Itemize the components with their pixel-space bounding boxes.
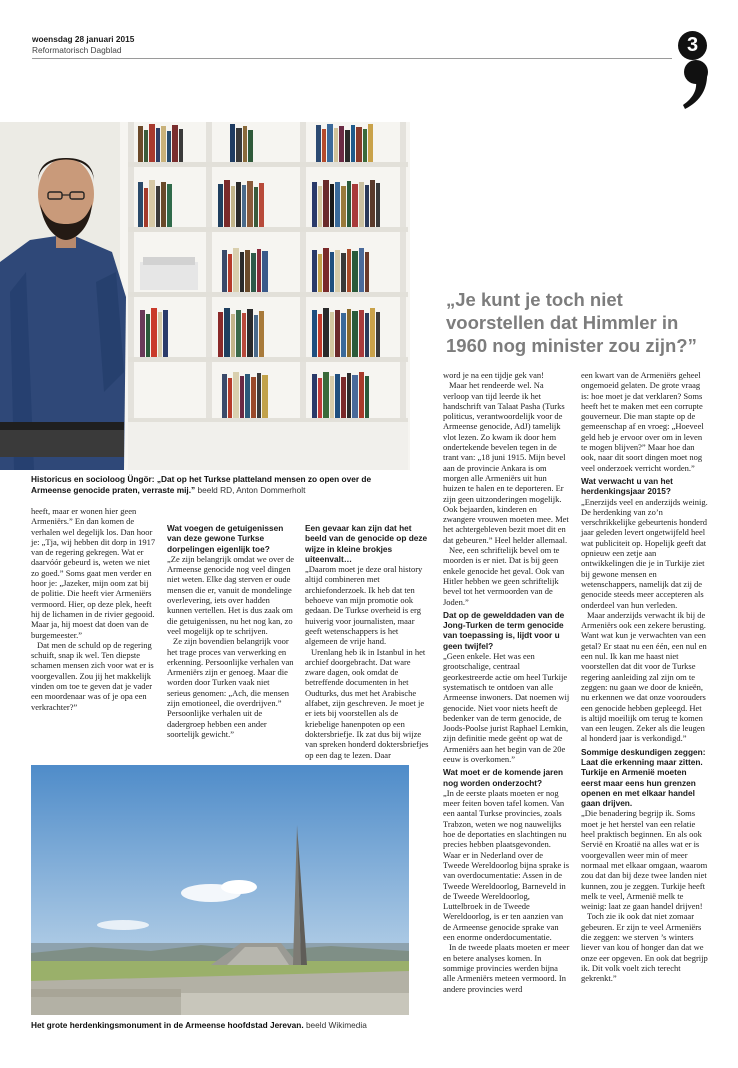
article-column-1 xyxy=(31,506,158,712)
paragraph: Dat men de schuld op de regering schuift, snap ik wel. Ten diepste schamen mensen zich voor wat er is voorgevallen. Zou jij het makkelijk vinden om toe te geven dat je vader een moordenaar was of je opa een verkrachter?” xyxy=(31,639,154,712)
paragraph: een kwart van de Armeniërs geheel ongemoeid gelaten. De grote vraag is: hoe moet je dat verklaren? Soms heeft het te maken met een corrupte gouverneur. Die man stapte op de gemeenschap af en vroeg: „Hoeveel geld heb je ervoor over om in leven te mogen blijven?” Maar hoe dan ook, naar dit soort dingen moet nog veel onderzoek verricht worden.” xyxy=(581,370,704,473)
interview-question: Een gevaar kan zijn dat het beeld van de genocide op deze wijze in kleine brokjes uiteenvalt… xyxy=(305,523,428,564)
monument-caption xyxy=(31,1020,409,1031)
paragraph: „Daarom moet je deze oral history altijd combineren met archiefonderzoek. Ik heb dat ten behoeve van mijn promotie ook gedaan. De Turkse overheid is erg huiverig voor journalisten, maar geeft wetenschappers is het algemeen de vrije hand. xyxy=(305,564,423,647)
portrait-photo-illustration xyxy=(0,122,410,470)
interview-question: Dat op de gewelddaden van de Jong-Turken de term genocide van toepassing is, lijdt voor u geen twijfel? xyxy=(443,609,565,651)
interview-question: Sommige deskundigen zeggen: Laat die erkenning maar zitten. Turkije en Armenië moeten eerst maar eens hun grenzen openen en met elkaar handel gaan drijven. xyxy=(581,746,706,809)
monument-caption-text: Het grote herdenkingsmonument in de Armeense hoofdstad Jerevan. xyxy=(31,1020,304,1030)
paragraph: Maar het rendeerde wel. Na verloop van tijd leerde ik het handschrift van Talaat Pasha (Turks politicus, verantwoordelijk voor de Armeense genocide, AdJ) tamelijk vlot lezen. Zo kwam ik door hem ondertekende bevelen tegen in de trant van: „18 juni 1915. Mijn bevel aan de provincie Ankara is om morgen alle Armeniërs uit hun huizen te halen en te deporteren. Er zijn geen uitzonderingen mogelijk. Ook bejaarden, kinderen en zwangere vrouwen moeten mee. Met het achtergebleven bezit moet dit en dat gebeuren.” Heel helder allemaal. xyxy=(443,380,569,545)
portrait-caption-credit: beeld RD, Anton Dommerholt xyxy=(197,484,306,495)
monument-photo-illustration xyxy=(31,765,409,1015)
paragraph: Nee, een schriftelijk bevel om te moorden is er niet. Dat is bij geen enkele genocide het geval. Ook van Hitler hebben we geen schriftelijk bevel tot het vermoorden van de Joden.” xyxy=(443,545,565,607)
publication-date: woensdag 28 januari 2015 xyxy=(32,34,135,44)
newspaper-name: Reformatorisch Dagblad xyxy=(32,45,122,55)
article-column-3 xyxy=(305,523,432,760)
paragraph: In de tweede plaats moeten er meer en betere analyses komen. In sommige provincies werden bijna alle Armeniërs meteen vermoord. In andere provincies werd xyxy=(443,942,570,994)
paragraph: „In de eerste plaats moeten er nog meer feiten boven tafel komen. Van een aantal Turkse provincies, zoals Trabzon, weten we nog nauwelijks hoe de deportaties en slachtingen nu precies hebben plaatsgevonden. Waar er in Nederland over de Tweede Wereldoorlog bijna sprake is van overdocumentatie: Assen in de Tweede Wereldoorlog, Barneveld in de Tweede Wereldoorlog, Luttelbroek in de Tweede Wereldoorlog, is er ten aanzien van de Armeense genocide sprake van een enorme onderdocumentatie. xyxy=(443,787,570,943)
article-column-5 xyxy=(581,370,708,984)
pull-quote: „Je kunt je toch niet voorstellen dat Himmler in 1960 nog minister zou zijn?” xyxy=(446,289,697,356)
paragraph: „Enerzijds veel en anderzijds weinig. De herdenking van zo’n verschrikkelijke gebeurtenis honderd jaar geleden levert ongetwijfeld heel wat publiciteit op. Hopelijk geeft dat opnieuw een zetje aan ontwikkelingen die je in Turkije ziet bij gewone mensen en wetenschappers, namelijk dat zij de genocide steeds meer accepteren als onderdeel van hun verleden. xyxy=(581,496,708,610)
comma-ornament-icon xyxy=(681,60,711,110)
paragraph: „Ze zijn belangrijk omdat we over de Armeense genocide nog veel dingen niet weten. Elke dag sterven er oude mensen die er, vanuit de mondelinge overlevering, iets over hadden kunnen vertellen. Het is dus zaak om die getuigenissen, nu het nog kan, zo veel mogelijk op te schrijven. xyxy=(167,553,294,636)
paragraph: heeft, maar er wonen hier geen Armeniërs.” En dan komen de verhalen wel degelijk los. Dan hoor je: „Tja, wij hebben dit dorp in 1917 van de regering gekregen. Wat er daarvóór gebeurd is, weten we niet zo goed.” Soms gaat men verder en hoor je: „Jazeker, mijn oom zat bij de politie. Die heeft vier Armeniërs vermoord. Hier, op deze plek, heeft hij de lichamen in de rivier gegooid. Maar ja, hij moest dat doen van de burgemeester.” xyxy=(31,506,156,640)
paragraph: Urenlang heb ik in Istanbul in het archief doorgebracht. Dat ware zware dagen, ook omdat de betreffende documenten in het Oudturks, dus met het Arabische alfabet, zijn geschreven. Je moet je er iets bij voorstellen als de kriebelige hanenpoten op een doktersbriefje. Ik zat dus bij wijze van spreken honderd doktersbriefjes op een dag te lezen. Daar xyxy=(305,646,429,760)
paragraph: word je na een tijdje gek van! xyxy=(443,370,545,380)
interview-question: Wat verwacht u van het herdenkingsjaar 2015? xyxy=(581,475,673,497)
portrait-caption xyxy=(31,474,409,495)
paragraph: „Die benadering begrijp ik. Soms moet je het herstel van een relatie heel praktisch beginnen. En als ook Servië en Kroatië na alles wat er is voorgevallen weer min of meer normaal met elkaar omgaan, waarom zou dat dan bij deze twee landen niet kunnen, zou je zeggen. Turkije heeft melk te veel, Armenië melk te weinig: laat ze gaan handel drijven! xyxy=(581,808,708,912)
paragraph: Ze zijn bovendien belangrijk voor het trage proces van verwerking en erkenning. Persoonlijke verhalen van Armeniërs zijn er genoeg. Maar die worden door Turken vaak niet serieus genomen: „Ach, die mensen zijn emotioneel, die overdrijven.” Persoonlijke verhalen uit de dadergroep hebben een ander soortelijk gewicht.” xyxy=(167,636,294,739)
paragraph: Toch zie ik ook dat niet zomaar gebeuren. Er zijn te veel Armeniërs die zeggen: we sterven ’s winters liever van kou of honger dan dat we onze eer opgeven. En ook dat begrijp ik. Dit volk voelt zich terecht gekrenkt.” xyxy=(581,911,708,984)
portrait-photo xyxy=(0,122,410,470)
monument-caption-credit: beeld Wikimedia xyxy=(305,1020,367,1030)
portrait-caption-text: Historicus en socioloog Üngör: „Dat op het Turkse platteland mensen zo open over de Armeense genocide praten, verraste mij.” xyxy=(31,474,372,495)
paragraph: „Geen enkele. Het was een grootschalige, centraal georkestreerde actie om heel Turkije systematisch te ontdoen van alle Armeense inwoners. Dat noemen wij genocide. Niet voor niets heeft de bedenker van de term genocide, de Joods-Poolse jurist Raphael Lemkin, zijn definitie mede geënt op wat de Armeniërs aan het begin van de 20e eeuw is overkomen.” xyxy=(443,651,570,764)
interview-question: Wat moet er de komende jaren nog worden onderzocht? xyxy=(443,767,564,788)
page-number: 3 xyxy=(678,31,707,60)
paragraph: Maar anderzijds verwacht ik bij de Armeniërs ook een zekere berusting. Want wat kun je verwachten van een getal? Er staat nu een één, een nul en een nul. Ik kan me haast niet voorstellen dat dit voor de Turkse regering aanleiding zal zijn om te zeggen: nu gaan we door de knieën, nu erkennen we dat onze voorouders een genocide hebben gepleegd. Het is altijd moeilijk om terug te komen van een leugen. Zeker als die leugen al honderd jaar is verkondigd.” xyxy=(581,609,707,744)
article-column-4 xyxy=(443,370,570,994)
monument-photo xyxy=(31,765,409,1015)
interview-question: Wat voegen de getuigenissen van deze gewone Turkse dorpelingen eigenlijk toe? xyxy=(167,523,284,554)
header-rule xyxy=(32,58,672,59)
article-column-2 xyxy=(167,523,294,739)
